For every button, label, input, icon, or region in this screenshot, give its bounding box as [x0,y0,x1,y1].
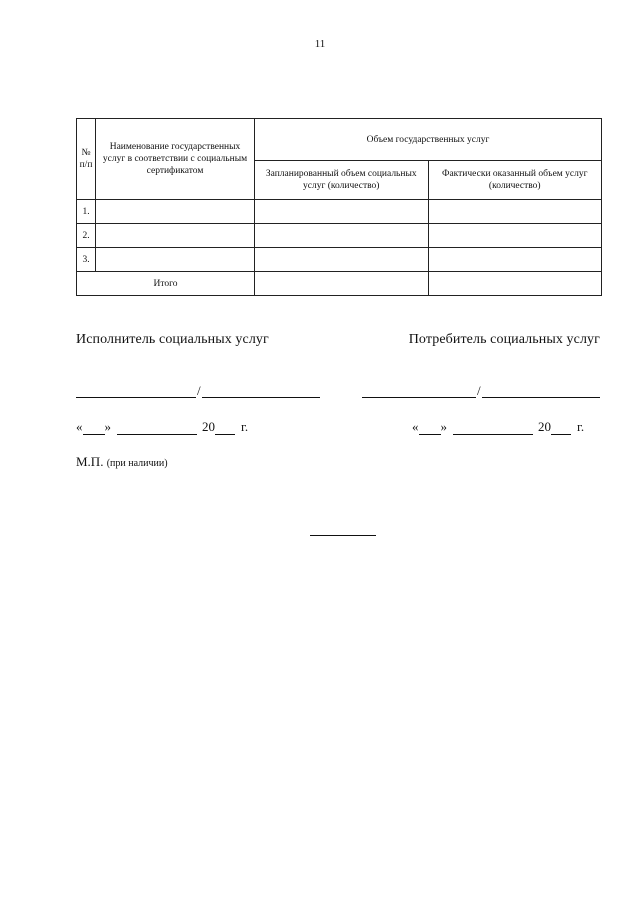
quote-open: « [76,419,83,434]
table-header-row [77,119,602,161]
total-planned-value [255,272,429,296]
header-service-name: Наименование государственных услуг в соответствии с социальным сертификатом [96,119,255,200]
month-blank [453,422,533,435]
header-actual-volume: Фактически оказанный объем услуг (количество) [428,161,602,200]
end-of-document-rule [310,535,376,536]
header-services-volume: Объем государственных услуг [255,119,602,161]
month-blank [117,422,197,435]
row-planned-value [255,248,429,272]
total-actual-value [428,272,602,296]
table-row [77,248,602,272]
signature-separator: / [197,383,201,398]
quote-close: » [104,419,111,434]
table-total-row [77,272,602,296]
row-planned-value [255,200,429,224]
services-volume-table [76,118,602,296]
total-label: Итого [77,272,255,296]
header-number: № п/п [77,119,96,200]
year-suffix: г. [577,419,585,434]
quote-open: « [412,419,419,434]
row-service-name [96,200,255,224]
provider-label: Исполнитель социальных услуг [76,332,269,347]
row-number: 1. [77,200,96,224]
day-blank [83,422,105,435]
table-row [77,200,602,224]
row-service-name [96,224,255,248]
row-planned-value [255,224,429,248]
year-prefix: 20 [202,419,215,434]
row-number: 3. [77,248,96,272]
row-actual-value [428,200,602,224]
consumer-date-line [412,419,584,435]
provider-signature-blank [76,385,196,398]
quote-close: » [440,419,447,434]
provider-name-blank [202,385,320,398]
table-row [77,224,602,248]
row-actual-value [428,248,602,272]
provider-signature-line [76,384,320,398]
header-planned-volume: Запланированный объем социальных услуг (количество) [255,161,429,200]
provider-date-line [76,419,248,435]
stamp-note: (при наличии) [106,458,168,469]
consumer-label: Потребитель социальных услуг [408,332,600,347]
consumer-signature-line [362,384,600,398]
year-blank [551,422,571,435]
row-service-name [96,248,255,272]
year-prefix: 20 [538,419,551,434]
year-suffix: г. [241,419,249,434]
row-actual-value [428,224,602,248]
year-blank [215,422,235,435]
stamp-place [76,454,168,470]
day-blank [419,422,441,435]
signature-separator: / [477,383,481,398]
consumer-signature-blank [362,385,476,398]
row-number: 2. [77,224,96,248]
stamp-label: М.П. [76,454,104,469]
consumer-name-blank [482,385,600,398]
page-number: 11 [314,38,326,50]
